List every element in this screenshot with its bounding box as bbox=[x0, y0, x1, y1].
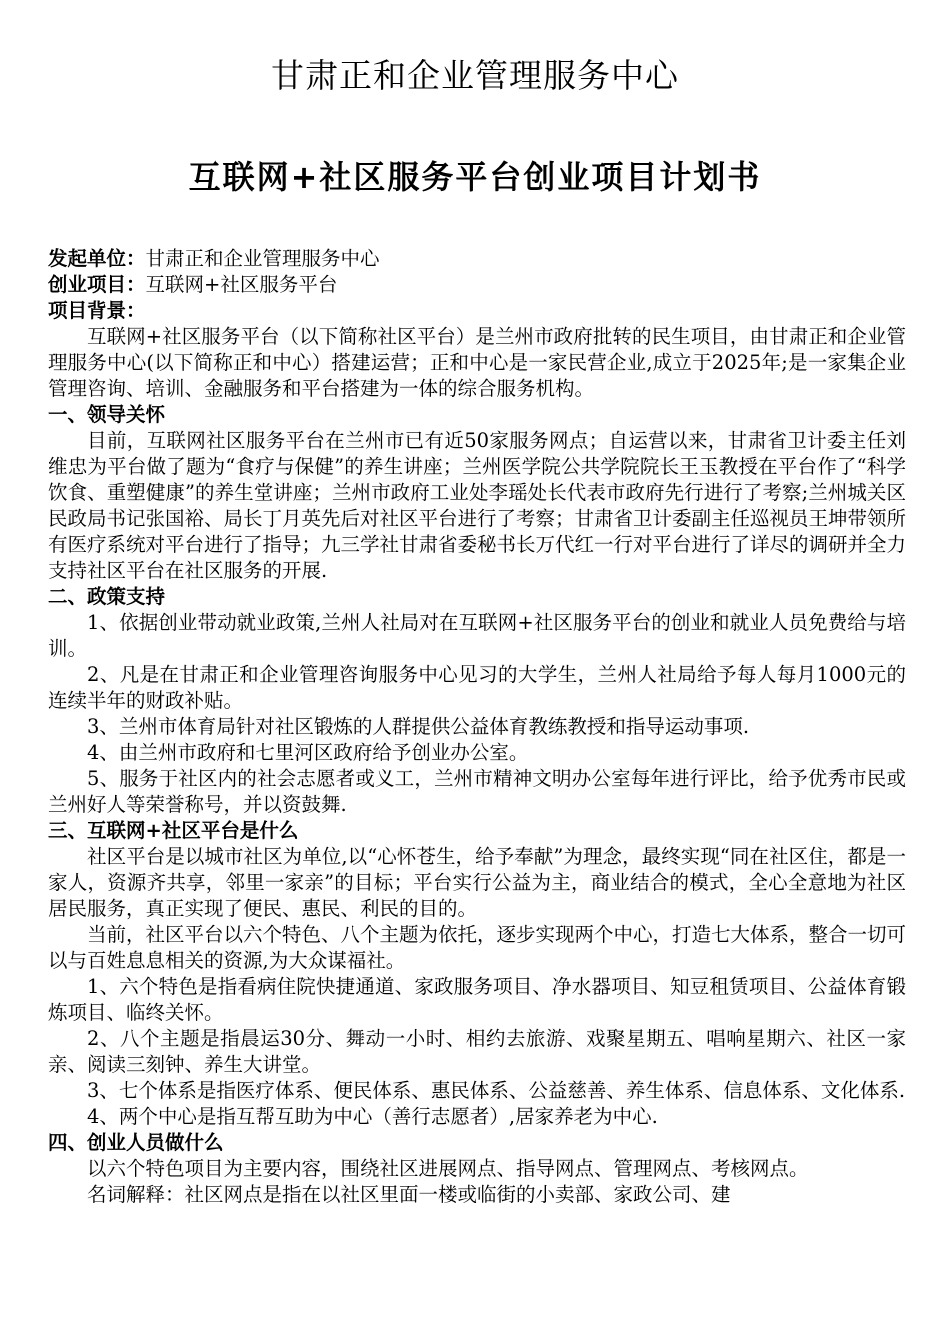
sponsor-value: 甘肃正和企业管理服务中心 bbox=[145, 247, 380, 270]
policy-item: 1、依据创业带动就业政策,兰州人社局对在互联网+社区服务平台的创业和就业人员免费给与培训。 bbox=[48, 611, 906, 660]
staff-paragraph: 名词解释：社区网点是指在以社区里面一楼或临街的小卖部、家政公司、建 bbox=[87, 1183, 731, 1206]
document-title: 互联网+社区服务平台创业项目计划书 bbox=[188, 158, 762, 196]
platform-item: 2、八个主题是指晨运30分、舞动一小时、相约去旅游、戏聚星期五、唱响星期六、社区一家亲、阅读三刻钟、养生大讲堂。 bbox=[48, 1027, 906, 1076]
background-paragraph: 互联网+社区服务平台（以下简称社区平台）是兰州市政府批转的民生项目，由甘肃正和企业管理服务中心(以下简称正和中心）搭建运营；正和中心是一家民营企业,成立于2025年;是一家集企业管理咨询、培训、金融服务和平台搭建为一体的综合服务机构。 bbox=[48, 325, 906, 400]
background-label: 项目背景： bbox=[48, 299, 146, 322]
policy-item: 5、服务于社区内的社会志愿者或义工，兰州市精神文明办公室每年进行评比，给予优秀市民或兰州好人等荣誉称号，并以资鼓舞. bbox=[48, 767, 906, 816]
section-heading-platform: 三、互联网+社区平台是什么 bbox=[48, 819, 299, 842]
project-line bbox=[48, 272, 906, 298]
leadership-paragraph: 目前，互联网社区服务平台在兰州市已有近50家服务网点；自运营以来，甘肃省卫计委主任刘维忠为平台做了题为“食疗与保健”的养生讲座；兰州医学院公共学院院长王玉教授在平台作了“科学饮食、重塑健康”的养生堂讲座；兰州市政府工业处李瑶处长代表市政府先行进行了考察;兰州城关区民政局书记张国裕、局长丁月英先后对社区平台进行了考察；甘肃省卫计委副主任巡视员王坤带领所有医疗系统对平台进行了指导；九三学社甘肃省委秘书长万代红一行对平台进行了详尽的调研并全力支持社区平台在社区服务的开展. bbox=[48, 429, 907, 582]
platform-paragraph: 社区平台是以城市社区为单位,以“心怀苍生，给予奉献”为理念，最终实现“同在社区住，都是一家人，资源齐共享，邻里一家亲”的目标；平台实行公益为主，商业结合的模式，全心全意地为社区居民服务，真正实现了便民、惠民、利民的目的。 bbox=[48, 845, 906, 920]
organization-title: 甘肃正和企业管理服务中心 bbox=[271, 56, 679, 95]
section-heading-staff: 四、创业人员做什么 bbox=[48, 1131, 224, 1154]
platform-item: 1、六个特色是指看病住院快捷通道、家政服务项目、净水器项目、知豆租赁项目、公益体育锻炼项目、临终关怀。 bbox=[48, 975, 906, 1024]
policy-item: 3、兰州市体育局针对社区锻炼的人群提供公益体育教练教授和指导运动事项. bbox=[87, 715, 750, 738]
policy-item: 4、由兰州市政府和七里河区政府给予创业办公室。 bbox=[87, 741, 529, 764]
sponsor-label: 发起单位： bbox=[48, 247, 146, 270]
policy-item: 2、凡是在甘肃正和企业管理咨询服务中心见习的大学生，兰州人社局给予每人每月1000元的连续半年的财政补贴。 bbox=[48, 663, 906, 712]
section-heading-leadership: 一、领导关怀 bbox=[48, 403, 166, 426]
platform-paragraph: 当前，社区平台以六个特色、八个主题为依托，逐步实现两个中心，打造七大体系，整合一切可以与百姓息息相关的资源,为大众谋福社。 bbox=[48, 923, 907, 972]
platform-item: 4、两个中心是指互帮互助为中心（善行志愿者）,居家养老为中心. bbox=[87, 1105, 658, 1128]
platform-item: 3、七个体系是指医疗体系、便民体系、惠民体系、公益慈善、养生体系、信息体系、文化体系. bbox=[87, 1079, 906, 1102]
project-label: 创业项目： bbox=[48, 273, 146, 296]
document-body bbox=[48, 246, 906, 1208]
section-heading-policy: 二、政策支持 bbox=[48, 585, 166, 608]
sponsor-line bbox=[48, 246, 906, 272]
staff-paragraph: 以六个特色项目为主要内容，围绕社区进展网点、指导网点、管理网点、考核网点。 bbox=[87, 1157, 809, 1180]
project-value: 互联网+社区服务平台 bbox=[145, 273, 338, 296]
